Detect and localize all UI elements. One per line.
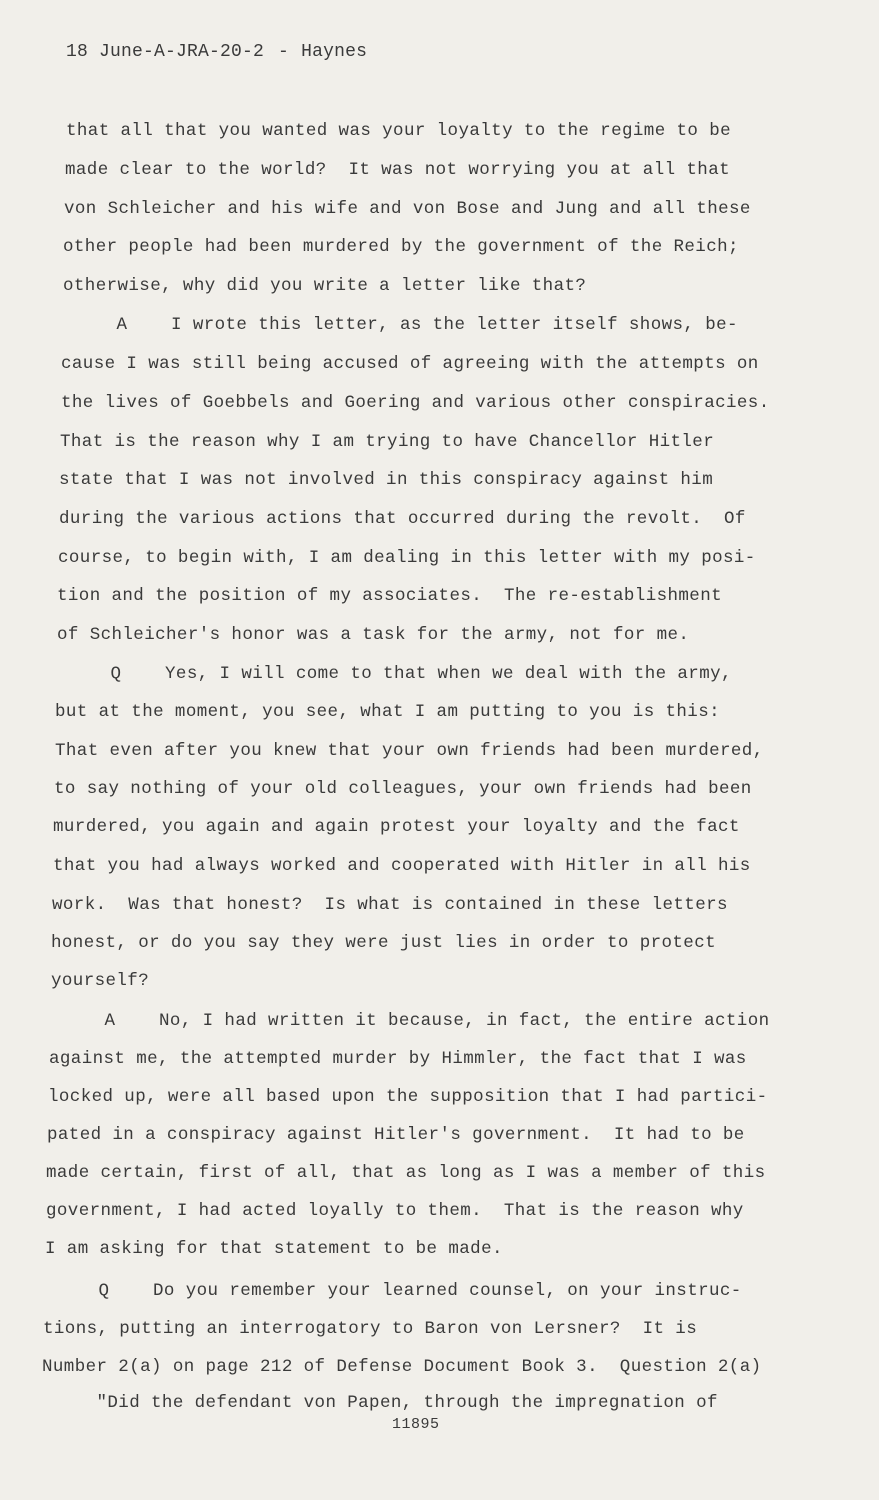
text-line-12: course, to begin with, I am dealing in this letter with my posi- bbox=[58, 548, 756, 568]
text-line-29: government, I had acted loyally to them. That is the reason why bbox=[46, 1201, 744, 1221]
text-line-13: tion and the position of my associates. The re-establishment bbox=[57, 586, 723, 606]
text-line-10: state that I was not involved in this conspiracy against him bbox=[59, 470, 714, 490]
text-line-7: cause I was still being accused of agreeing with the attempts on bbox=[61, 354, 759, 374]
text-line-24: A No, I had written it because, in fact, the entire action bbox=[50, 1011, 770, 1031]
text-line-18: to say nothing of your old colleagues, your own friends had been bbox=[54, 779, 752, 799]
text-line-5: otherwise, why did you write a letter like that? bbox=[63, 276, 587, 296]
header-ref: 18 June-A-JRA-20-2 bbox=[66, 42, 265, 62]
text-line-14: of Schleicher's honor was a task for the army, not for me. bbox=[57, 625, 690, 645]
text-line-15: Q Yes, I will come to that when we deal with the army, bbox=[56, 664, 732, 684]
page-number: 11895 bbox=[392, 1416, 440, 1433]
text-line-34: "Did the defendant von Papen, through the impregnation of bbox=[42, 1393, 718, 1413]
page-header bbox=[66, 42, 367, 62]
text-line-11: during the various actions that occurred during the revolt. Of bbox=[59, 509, 746, 529]
header-name: Haynes bbox=[301, 42, 368, 62]
text-line-33: Number 2(a) on page 212 of Defense Document Book 3. Question 2(a) bbox=[42, 1357, 762, 1377]
text-line-3: von Schleicher and his wife and von Bose and Jung and all these bbox=[64, 199, 751, 219]
text-line-32: tions, putting an interrogatory to Baron von Lersner? It is bbox=[43, 1319, 698, 1339]
text-line-17: That even after you knew that your own friends had been murdered, bbox=[55, 741, 764, 761]
text-line-21: work. Was that honest? Is what is contained in these letters bbox=[52, 895, 728, 915]
text-line-30: I am asking for that statement to be made. bbox=[45, 1239, 503, 1259]
text-line-6: A I wrote this letter, as the letter itself shows, be- bbox=[62, 315, 738, 335]
text-line-19: murdered, you again and again protest your loyalty and the fact bbox=[53, 817, 740, 837]
text-line-28: made certain, first of all, that as long as I was a member of this bbox=[46, 1163, 766, 1183]
text-line-27: pated in a conspiracy against Hitler's government. It had to be bbox=[47, 1125, 745, 1145]
text-line-4: other people had been murdered by the government of the Reich; bbox=[63, 237, 739, 257]
text-line-31: Q Do you remember your learned counsel, on your instruc- bbox=[44, 1281, 742, 1301]
text-line-25: against me, the attempted murder by Himmler, the fact that I was bbox=[49, 1049, 747, 1069]
text-line-16: but at the moment, you see, what I am putting to you is this: bbox=[55, 702, 721, 722]
text-line-26: locked up, were all based upon the supposition that I had partici- bbox=[48, 1087, 768, 1107]
text-line-22: honest, or do you say they were just lies in order to protect bbox=[51, 933, 717, 953]
text-line-23: yourself? bbox=[51, 971, 150, 991]
text-line-2: made clear to the world? It was not worrying you at all that bbox=[65, 160, 731, 180]
header-separator: - bbox=[278, 42, 290, 62]
text-line-20: that you had always worked and cooperated with Hitler in all his bbox=[53, 856, 751, 876]
text-line-1: that all that you wanted was your loyalty to the regime to be bbox=[66, 121, 732, 141]
text-line-8: the lives of Goebbels and Goering and various other conspiracies. bbox=[61, 393, 770, 413]
text-line-9: That is the reason why I am trying to have Chancellor Hitler bbox=[60, 432, 715, 452]
